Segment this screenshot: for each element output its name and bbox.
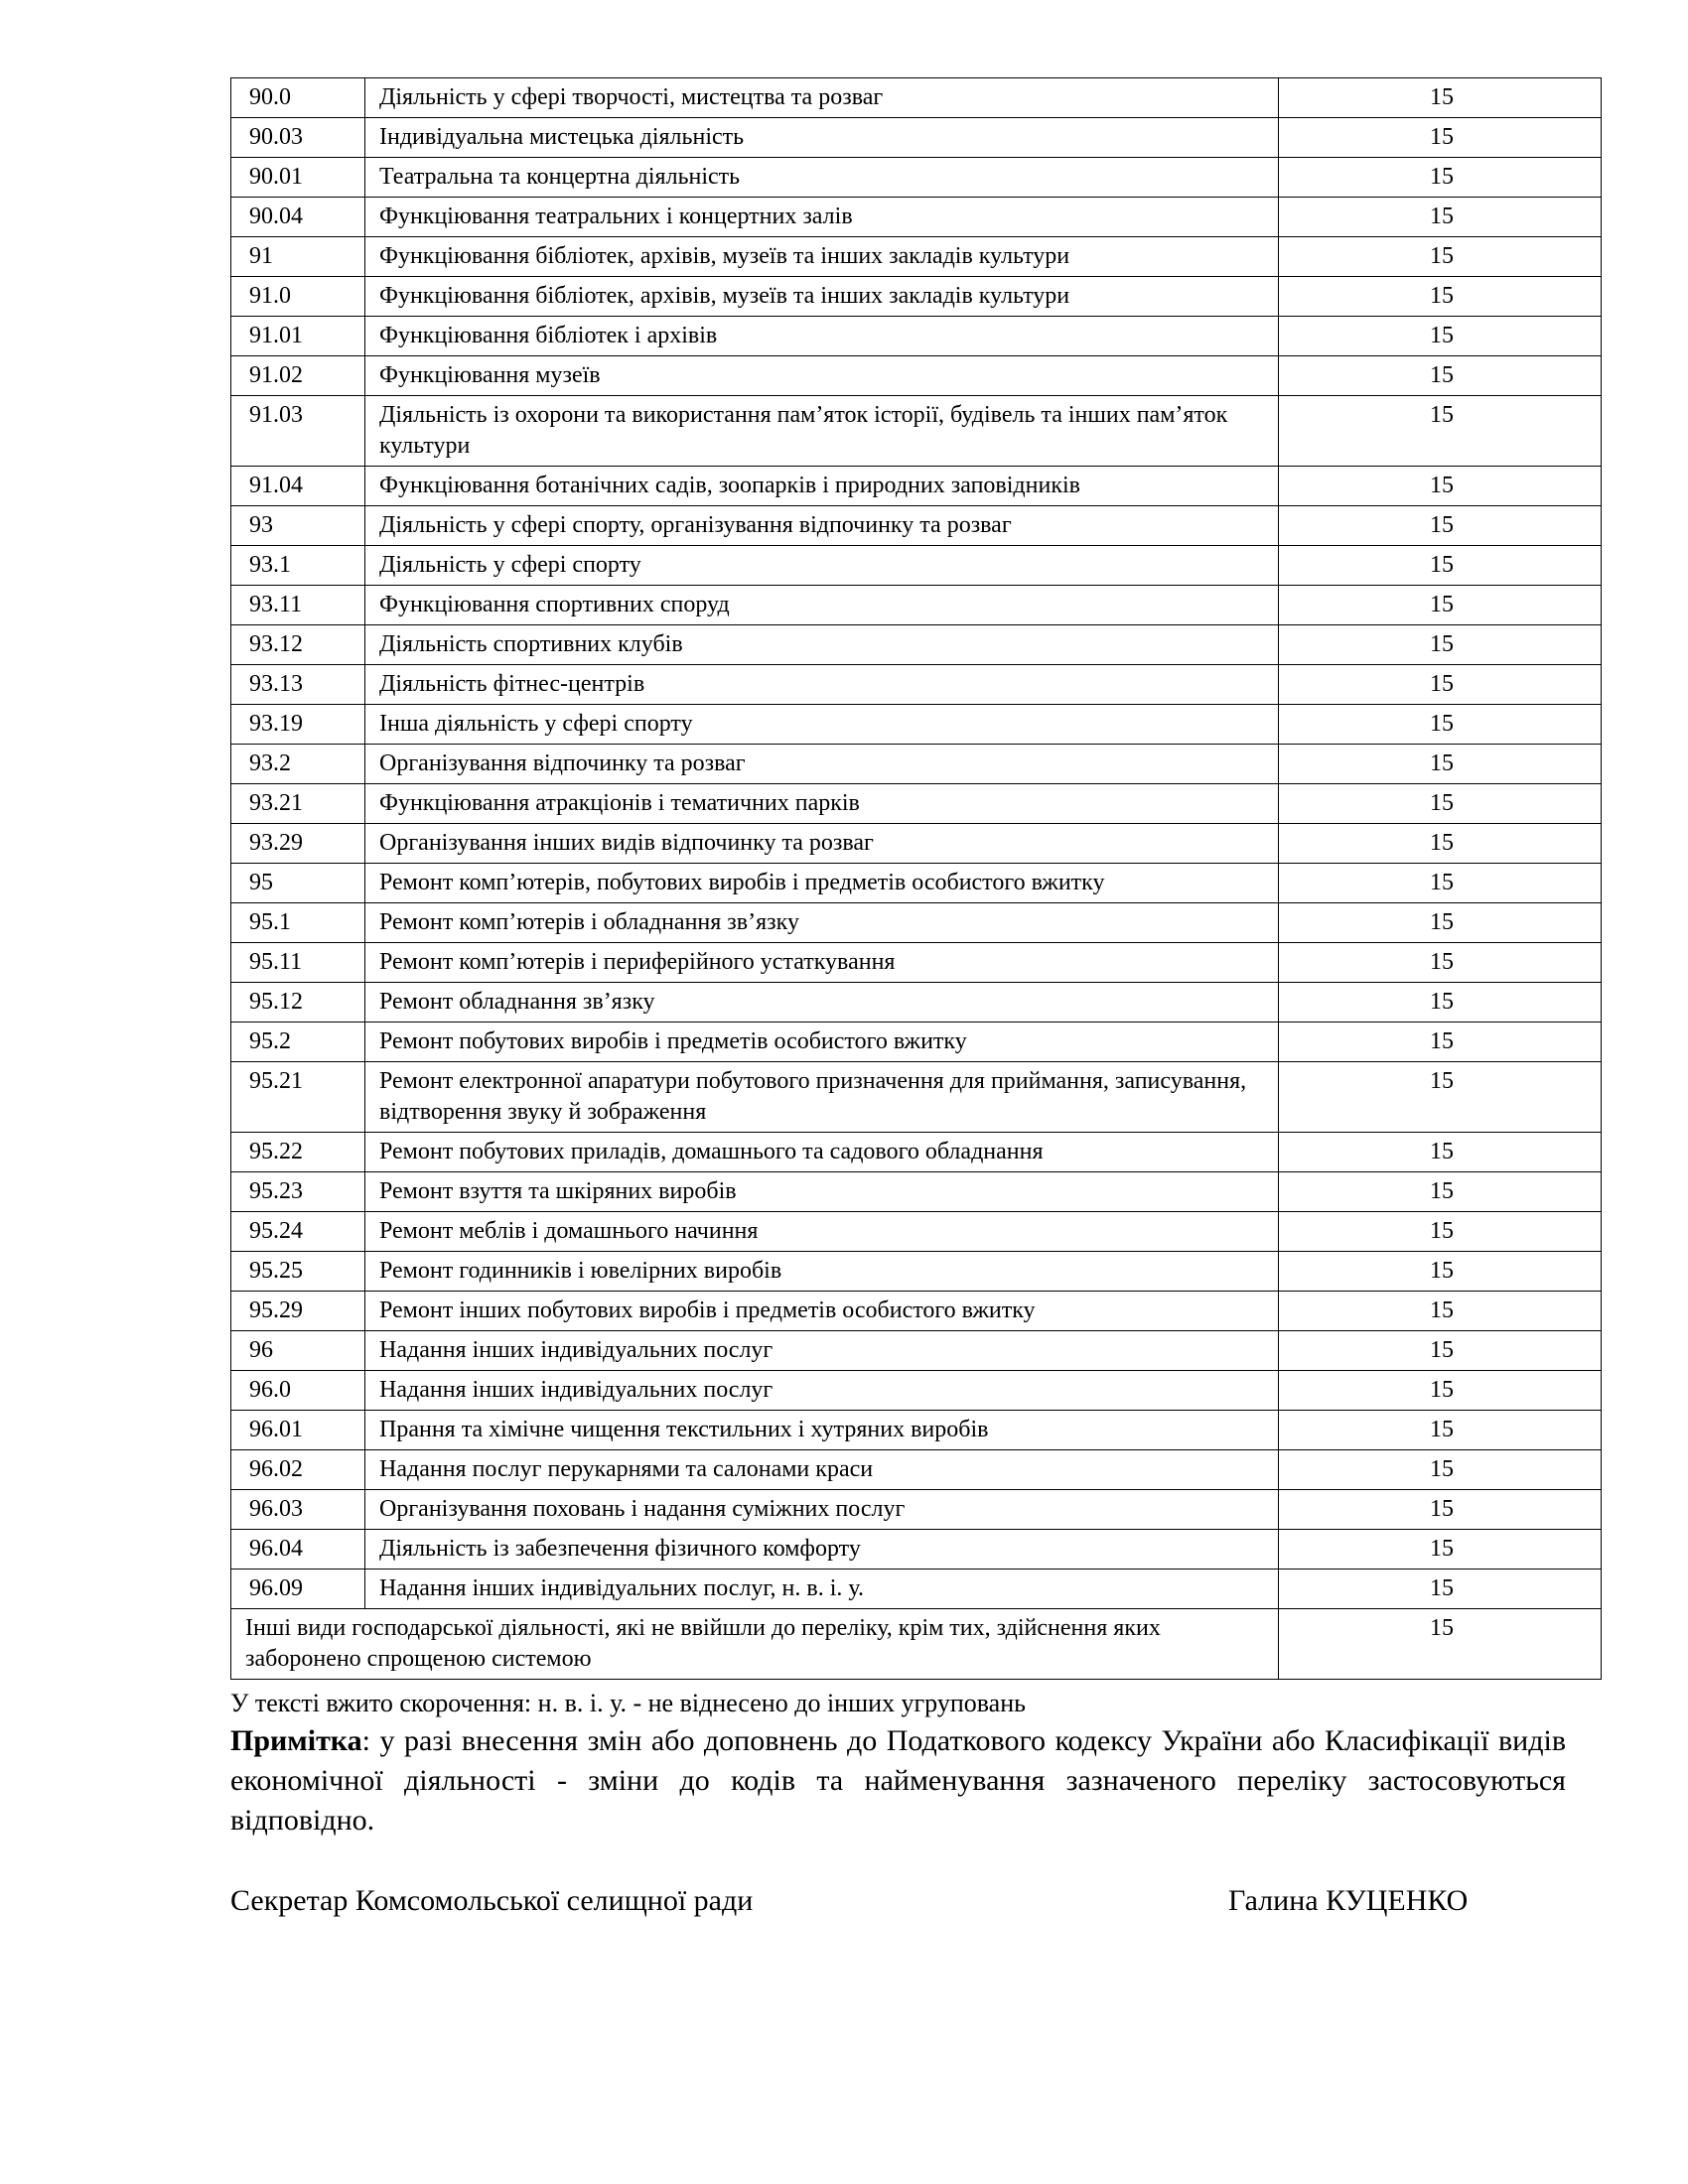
- tax-rate-cell: 15: [1279, 1609, 1602, 1680]
- table-row: [231, 277, 1602, 317]
- kved-code-cell: 91.04: [231, 467, 365, 506]
- activity-name-cell: Ремонт інших побутових виробів і предметів особистого вжитку: [365, 1292, 1279, 1331]
- remark-paragraph: [230, 1721, 1566, 1841]
- activity-name-cell: Ремонт побутових виробів і предметів особистого вжитку: [365, 1023, 1279, 1062]
- activity-name-cell: Організування поховань і надання суміжних послуг: [365, 1490, 1279, 1530]
- tax-rate-cell: 15: [1279, 745, 1602, 784]
- tax-rate-cell: 15: [1279, 1411, 1602, 1450]
- kved-code-cell: 93: [231, 506, 365, 546]
- other-activities-name-cell: Інші види господарської діяльності, які не ввійшли до переліку, крім тих, здійснення яких заборонено спрощеною системою: [231, 1609, 1279, 1680]
- activity-name-cell: Діяльність у сфері спорту, організування відпочинку та розваг: [365, 506, 1279, 546]
- tax-rate-cell: 15: [1279, 665, 1602, 705]
- activity-name-cell: Організування інших видів відпочинку та розваг: [365, 824, 1279, 864]
- tax-rate-cell: 15: [1279, 396, 1602, 467]
- table-row: [231, 1252, 1602, 1292]
- activity-name-cell: Функціювання бібліотек, архівів, музеїв та інших закладів культури: [365, 277, 1279, 317]
- kved-code-cell: 93.11: [231, 586, 365, 625]
- tax-rate-cell: 15: [1279, 1252, 1602, 1292]
- activity-name-cell: Ремонт побутових приладів, домашнього та садового обладнання: [365, 1133, 1279, 1172]
- tax-rate-cell: 15: [1279, 983, 1602, 1023]
- activity-name-cell: Функціювання спортивних споруд: [365, 586, 1279, 625]
- table-row: [231, 546, 1602, 586]
- kved-code-cell: 95.12: [231, 983, 365, 1023]
- remark-text: : у разі внесення змін або доповнень до Податкового кодексу України або Класифікації видів економічної діяльності - зміни до кодів та найменування зазначеного переліку застосовуються відповідно.: [230, 1724, 1566, 1837]
- table-row: [231, 864, 1602, 903]
- table-row: [231, 903, 1602, 943]
- table-row: [231, 983, 1602, 1023]
- kved-code-cell: 91.02: [231, 356, 365, 396]
- table-row: [231, 506, 1602, 546]
- kved-table: [230, 77, 1602, 1680]
- table-row: [231, 745, 1602, 784]
- activity-name-cell: Організування відпочинку та розваг: [365, 745, 1279, 784]
- kved-code-cell: 93.1: [231, 546, 365, 586]
- kved-code-cell: 95.1: [231, 903, 365, 943]
- document-page: [230, 77, 1601, 1841]
- activity-name-cell: Функціювання атракціонів і тематичних парків: [365, 784, 1279, 824]
- kved-code-cell: 90.03: [231, 118, 365, 158]
- kved-code-cell: 95.21: [231, 1062, 365, 1133]
- table-row: [231, 824, 1602, 864]
- kved-code-cell: 96.04: [231, 1530, 365, 1570]
- table-row: [231, 705, 1602, 745]
- table-row: [231, 1450, 1602, 1490]
- table-row: [231, 665, 1602, 705]
- tax-rate-cell: 15: [1279, 943, 1602, 983]
- tax-rate-cell: 15: [1279, 625, 1602, 665]
- activity-name-cell: Ремонт комп’ютерів і обладнання зв’язку: [365, 903, 1279, 943]
- kved-code-cell: 91.01: [231, 317, 365, 356]
- tax-rate-cell: 15: [1279, 1023, 1602, 1062]
- activity-name-cell: Функціювання бібліотек, архівів, музеїв та інших закладів культури: [365, 237, 1279, 277]
- tax-rate-cell: 15: [1279, 356, 1602, 396]
- tax-rate-cell: 15: [1279, 546, 1602, 586]
- table-row: [231, 943, 1602, 983]
- tax-rate-cell: 15: [1279, 1570, 1602, 1609]
- table-row: [231, 237, 1602, 277]
- activity-name-cell: Ремонт меблів і домашнього начиння: [365, 1212, 1279, 1252]
- table-row-other-activities: [231, 1609, 1602, 1680]
- activity-name-cell: Ремонт комп’ютерів, побутових виробів і предметів особистого вжитку: [365, 864, 1279, 903]
- tax-rate-cell: 15: [1279, 1450, 1602, 1490]
- table-row: [231, 1371, 1602, 1411]
- kved-code-cell: 90.04: [231, 198, 365, 237]
- table-row: [231, 1530, 1602, 1570]
- tax-rate-cell: 15: [1279, 1490, 1602, 1530]
- tax-rate-cell: 15: [1279, 78, 1602, 118]
- table-row: [231, 356, 1602, 396]
- table-row: [231, 118, 1602, 158]
- kved-code-cell: 93.21: [231, 784, 365, 824]
- signatory-name: Галина КУЦЕНКО: [1228, 1884, 1469, 1917]
- kved-code-cell: 90.01: [231, 158, 365, 198]
- tax-rate-cell: 15: [1279, 118, 1602, 158]
- tax-rate-cell: 15: [1279, 467, 1602, 506]
- tax-rate-cell: 15: [1279, 317, 1602, 356]
- table-row: [231, 198, 1602, 237]
- tax-rate-cell: 15: [1279, 198, 1602, 237]
- activity-name-cell: Ремонт взуття та шкіряних виробів: [365, 1172, 1279, 1212]
- kved-code-cell: 96.09: [231, 1570, 365, 1609]
- activity-name-cell: Функціювання ботанічних садів, зоопарків і природних заповідників: [365, 467, 1279, 506]
- activity-name-cell: Діяльність у сфері спорту: [365, 546, 1279, 586]
- kved-code-cell: 95.11: [231, 943, 365, 983]
- table-row: [231, 158, 1602, 198]
- activity-name-cell: Діяльність у сфері творчості, мистецтва та розваг: [365, 78, 1279, 118]
- table-row: [231, 1023, 1602, 1062]
- kved-code-cell: 91.0: [231, 277, 365, 317]
- activity-name-cell: Діяльність спортивних клубів: [365, 625, 1279, 665]
- activity-name-cell: Ремонт годинників і ювелірних виробів: [365, 1252, 1279, 1292]
- activity-name-cell: Надання інших індивідуальних послуг, н. в. і. у.: [365, 1570, 1279, 1609]
- tax-rate-cell: 15: [1279, 784, 1602, 824]
- table-row: [231, 1331, 1602, 1371]
- tax-rate-cell: 15: [1279, 237, 1602, 277]
- table-row: [231, 784, 1602, 824]
- kved-code-cell: 93.2: [231, 745, 365, 784]
- tax-rate-cell: 15: [1279, 1292, 1602, 1331]
- kved-code-cell: 96.0: [231, 1371, 365, 1411]
- tax-rate-cell: 15: [1279, 277, 1602, 317]
- signatory-position: Секретар Комсомольської селищної ради: [230, 1884, 754, 1917]
- kved-code-cell: 93.19: [231, 705, 365, 745]
- tax-rate-cell: 15: [1279, 903, 1602, 943]
- kved-code-cell: 95.25: [231, 1252, 365, 1292]
- table-row: [231, 317, 1602, 356]
- tax-rate-cell: 15: [1279, 1172, 1602, 1212]
- kved-code-cell: 95.24: [231, 1212, 365, 1252]
- table-row: [231, 1292, 1602, 1331]
- tax-rate-cell: 15: [1279, 1133, 1602, 1172]
- activity-name-cell: Надання інших індивідуальних послуг: [365, 1371, 1279, 1411]
- kved-code-cell: 95: [231, 864, 365, 903]
- remark-label: Примітка: [230, 1724, 362, 1757]
- tax-rate-cell: 15: [1279, 1212, 1602, 1252]
- kved-table-body: [231, 78, 1602, 1680]
- table-row: [231, 1570, 1602, 1609]
- kved-code-cell: 96: [231, 1331, 365, 1371]
- activity-name-cell: Функціювання театральних і концертних залів: [365, 198, 1279, 237]
- table-row: [231, 78, 1602, 118]
- table-row: [231, 1172, 1602, 1212]
- kved-code-cell: 93.12: [231, 625, 365, 665]
- abbreviation-note: У тексті вжито скорочення: н. в. і. у. - не віднесено до інших угруповань: [230, 1689, 1026, 1717]
- activity-name-cell: Надання послуг перукарнями та салонами краси: [365, 1450, 1279, 1490]
- activity-name-cell: Функціювання бібліотек і архівів: [365, 317, 1279, 356]
- activity-name-cell: Театральна та концертна діяльність: [365, 158, 1279, 198]
- activity-name-cell: Ремонт обладнання зв’язку: [365, 983, 1279, 1023]
- tax-rate-cell: 15: [1279, 506, 1602, 546]
- activity-name-cell: Індивідуальна мистецька діяльність: [365, 118, 1279, 158]
- kved-code-cell: 93.29: [231, 824, 365, 864]
- activity-name-cell: Інша діяльність у сфері спорту: [365, 705, 1279, 745]
- activity-name-cell: Діяльність фітнес-центрів: [365, 665, 1279, 705]
- kved-code-cell: 95.23: [231, 1172, 365, 1212]
- activity-name-cell: Ремонт комп’ютерів і периферійного устаткування: [365, 943, 1279, 983]
- activity-name-cell: Діяльність із охорони та використання пам’яток історії, будівель та інших пам’яток культури: [365, 396, 1279, 467]
- activity-name-cell: Ремонт електронної апаратури побутового призначення для приймання, записування, відтворення звуку й зображення: [365, 1062, 1279, 1133]
- kved-code-cell: 93.13: [231, 665, 365, 705]
- activity-name-cell: Діяльність із забезпечення фізичного комфорту: [365, 1530, 1279, 1570]
- tax-rate-cell: 15: [1279, 1371, 1602, 1411]
- kved-code-cell: 90.0: [231, 78, 365, 118]
- kved-code-cell: 96.01: [231, 1411, 365, 1450]
- kved-code-cell: 96.03: [231, 1490, 365, 1530]
- table-row: [231, 1212, 1602, 1252]
- table-row: [231, 625, 1602, 665]
- activity-name-cell: Функціювання музеїв: [365, 356, 1279, 396]
- tax-rate-cell: 15: [1279, 1530, 1602, 1570]
- tax-rate-cell: 15: [1279, 1062, 1602, 1133]
- kved-code-cell: 95.29: [231, 1292, 365, 1331]
- kved-code-cell: 91: [231, 237, 365, 277]
- tax-rate-cell: 15: [1279, 586, 1602, 625]
- table-row: [231, 586, 1602, 625]
- tax-rate-cell: 15: [1279, 1331, 1602, 1371]
- table-row: [231, 396, 1602, 467]
- table-row: [231, 1062, 1602, 1133]
- table-row: [231, 1490, 1602, 1530]
- activity-name-cell: Прання та хімічне чищення текстильних і хутряних виробів: [365, 1411, 1279, 1450]
- kved-code-cell: 95.2: [231, 1023, 365, 1062]
- table-row: [231, 467, 1602, 506]
- tax-rate-cell: 15: [1279, 864, 1602, 903]
- activity-name-cell: Надання інших індивідуальних послуг: [365, 1331, 1279, 1371]
- tax-rate-cell: 15: [1279, 824, 1602, 864]
- table-row: [231, 1133, 1602, 1172]
- kved-code-cell: 91.03: [231, 396, 365, 467]
- tax-rate-cell: 15: [1279, 705, 1602, 745]
- table-row: [231, 1411, 1602, 1450]
- kved-code-cell: 95.22: [231, 1133, 365, 1172]
- tax-rate-cell: 15: [1279, 158, 1602, 198]
- kved-code-cell: 96.02: [231, 1450, 365, 1490]
